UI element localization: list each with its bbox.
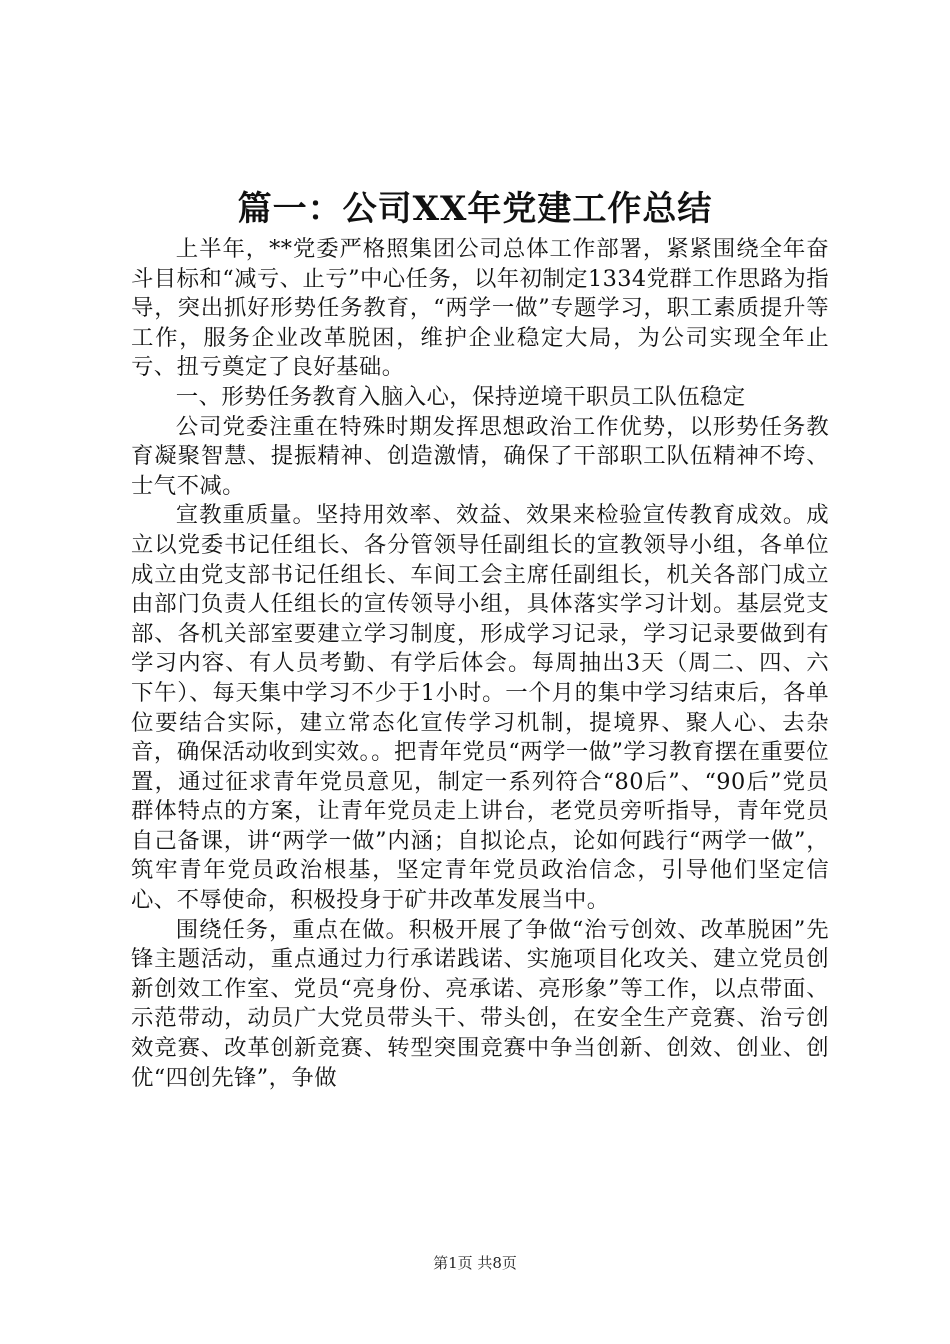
document-body [131,235,829,1093]
paragraph-propaganda-quality: 宣教重质量。坚持用效率、效益、效果来检验宣传教育成效。成立以党委书记任组长、各分管领导任副组长的宣教领导小组，各单位成立由党支部书记任组长、车间工会主席任副组长，机关各部门成立由部门负责人任组长的宣传领导小组，具体落实学习计划。基层党支部、各机关部室要建立学习制度，形成学习记录，学习记录要做到有学习内容、有人员考勤、有学后体会。每周抽出3天（周二、四、六下午）、每天集中学习不少于1小时。一个月的集中学习结束后，各单位要结合实际，建立常态化宣传学习机制，提境界、聚人心、去杂音，确保活动收到实效。。把青年党员“两学一做”学习教育摆在重要位置，通过征求青年党员意见，制定一系列符合“80后”、“90后”党员群体特点的方案，让青年党员走上讲台，老党员旁听指导，青年党员自己备课，讲“两学一做”内涵；自拟论点，论如何践行“两学一做”，筑牢青年党员政治根基，坚定青年党员政治信念，引导他们坚定信心、不辱使命，积极投身于矿井改革发展当中。 [131,502,829,914]
section-heading-1: 一、形势任务教育入脑入心，保持逆境干职员工队伍稳定 [175,383,746,410]
paragraph-focus-tasks: 围绕任务，重点在做。积极开展了争做“治亏创效、改革脱困”先锋主题活动，重点通过力行承诺践诺、实施项目化攻关、建立党员创新创效工作室、党员“亮身份、亮承诺、亮形象”等工作，以点带面、示范带动，动员广大党员带头干、带头创，在安全生产竞赛、治亏创效竞赛、改革创新竞赛、转型突围竞赛中争当创新、创效、创业、创优“四创先锋”，争做 [131,916,829,1091]
paragraph-section-1-intro: 公司党委注重在特殊时期发挥思想政治工作优势，以形势任务教育凝聚智慧、提振精神、创造激情，确保了干部职工队伍精神不垮、士气不减。 [131,413,829,499]
paragraph-intro: 上半年，**党委严格照集团公司总体工作部署，紧紧围绕全年奋斗目标和“减亏、止亏”中心任务，以年初制定1334党群工作思路为指导，突出抓好形势任务教育，“两学一做”专题学习，职工素质提升等工作，服务企业改革脱困，维护企业稳定大局，为公司实现全年止亏、扭亏奠定了良好基础。 [131,236,829,381]
document-title: 篇一：公司XX年党建工作总结 [237,189,713,229]
page-number-footer: 第1页 共8页 [433,1254,517,1272]
